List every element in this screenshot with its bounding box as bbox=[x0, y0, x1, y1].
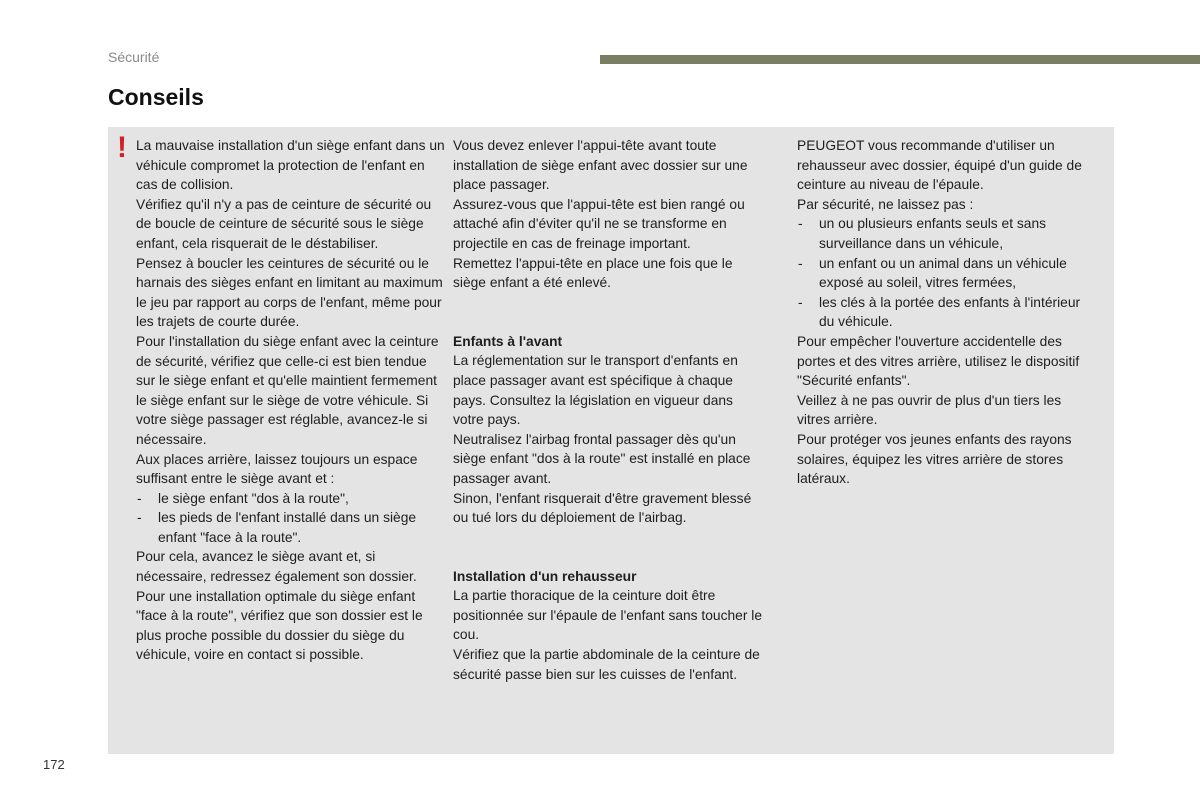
paragraph: Veillez à ne pas ouvrir de plus d'un tiers les vitres arrière. bbox=[797, 392, 1062, 428]
list-item: - les clés à la portée des enfants à l'intérieur du véhicule. bbox=[797, 293, 1097, 332]
dash-list bbox=[797, 214, 1097, 332]
paragraph: Pour une installation optimale du siège enfant "face à la route", vérifiez que son dossier est le plus proche possible du dossier du siège du véhicule, voire en contact si possible. bbox=[136, 588, 423, 663]
list-item: - un enfant ou un animal dans un véhicule exposé au soleil, vitres fermées, bbox=[797, 254, 1097, 293]
section-label: Sécurité bbox=[108, 49, 160, 65]
subheading-front-children: Enfants à l'avant bbox=[453, 333, 563, 349]
paragraph: Aux places arrière, laissez toujours un espace suffisant entre le siège avant et : bbox=[136, 451, 418, 487]
paragraph: Remettez l'appui-tête en place une fois que le siège enfant a été enlevé. bbox=[453, 255, 733, 291]
paragraph: Pour l'installation du siège enfant avec la ceinture de sécurité, vérifiez que celle-ci est bien tendue sur le siège enfant et qu'elle maintient fermement le siège enfant sur le siège de votre véhicule. Si votre siège passager est réglable, avancez-le si nécessaire. bbox=[136, 333, 439, 447]
paragraph: La réglementation sur le transport d'enfants en place passager avant est spécifique à chaque pays. Consultez la législation en vigueur dans votre pays. bbox=[453, 353, 738, 428]
paragraph: Vérifiez que la partie abdominale de la ceinture de sécurité passe bien sur les cuisses de l'enfant. bbox=[453, 647, 760, 682]
paragraph: Assurez-vous que l'appui-tête est bien rangé ou attaché afin d'éviter qu'il ne se transforme en projectile en cas de freinage important. bbox=[453, 196, 745, 251]
subheading-booster-installation: Installation d'un rehausseur bbox=[453, 568, 637, 584]
list-item: - un ou plusieurs enfants seuls et sans surveillance dans un véhicule, bbox=[797, 214, 1097, 253]
paragraph: Pour empêcher l'ouverture accidentelle des portes et des vitres arrière, utilisez le dispositif "Sécurité enfants". bbox=[797, 333, 1080, 389]
paragraph: Sinon, l'enfant risquerait d'être gravement blessé ou tué lors du déploiement de l'airbag. bbox=[453, 490, 752, 526]
dash-list bbox=[136, 489, 446, 548]
header-accent-bar bbox=[600, 55, 1200, 64]
exclamation-icon: ! bbox=[117, 131, 127, 164]
paragraph: Par sécurité, ne laissez pas : bbox=[797, 196, 974, 212]
list-item: - les pieds de l'enfant installé dans un siège enfant "face à la route". bbox=[136, 508, 446, 547]
paragraph: Pour cela, avancez le siège avant et, si nécessaire, redressez également son dossier. bbox=[136, 549, 417, 585]
column-3 bbox=[797, 136, 1097, 489]
paragraph: Vérifiez qu'il n'y a pas de ceinture de sécurité ou de boucle de ceinture de sécurité sous le siège enfant, cela risquerait de le déstabiliser. bbox=[136, 196, 432, 251]
paragraph: Pensez à boucler les ceintures de sécurité ou le harnais des sièges enfant en limitant au maximum le jeu par rapport au corps de l'enfant, même pour les trajets de courte durée. bbox=[136, 255, 443, 330]
paragraph: Neutralisez l'airbag frontal passager dès qu'un siège enfant "dos à la route" est installé en place passager avant. bbox=[453, 431, 751, 486]
paragraph: La partie thoracique de la ceinture doit être positionnée sur l'épaule de l'enfant sans toucher le cou. bbox=[453, 588, 763, 643]
page-title: Conseils bbox=[108, 84, 204, 110]
paragraph: La mauvaise installation d'un siège enfant dans un véhicule compromet la protection de l'enfant en cas de collision. bbox=[136, 138, 445, 193]
paragraph: Pour protéger vos jeunes enfants des rayons solaires, équipez les vitres arrière de stores latéraux. bbox=[797, 431, 1072, 487]
list-item: - le siège enfant "dos à la route", bbox=[136, 489, 446, 509]
paragraph: Vous devez enlever l'appui-tête avant toute installation de siège enfant avec dossier sur une place passager. bbox=[453, 138, 748, 193]
paragraph: PEUGEOT vous recommande d'utiliser un rehausseur avec dossier, équipé d'un guide de ceinture au niveau de l'épaule. bbox=[797, 138, 1082, 193]
page-number: 172 bbox=[43, 757, 65, 772]
column-1 bbox=[136, 136, 446, 665]
column-2 bbox=[453, 136, 763, 684]
